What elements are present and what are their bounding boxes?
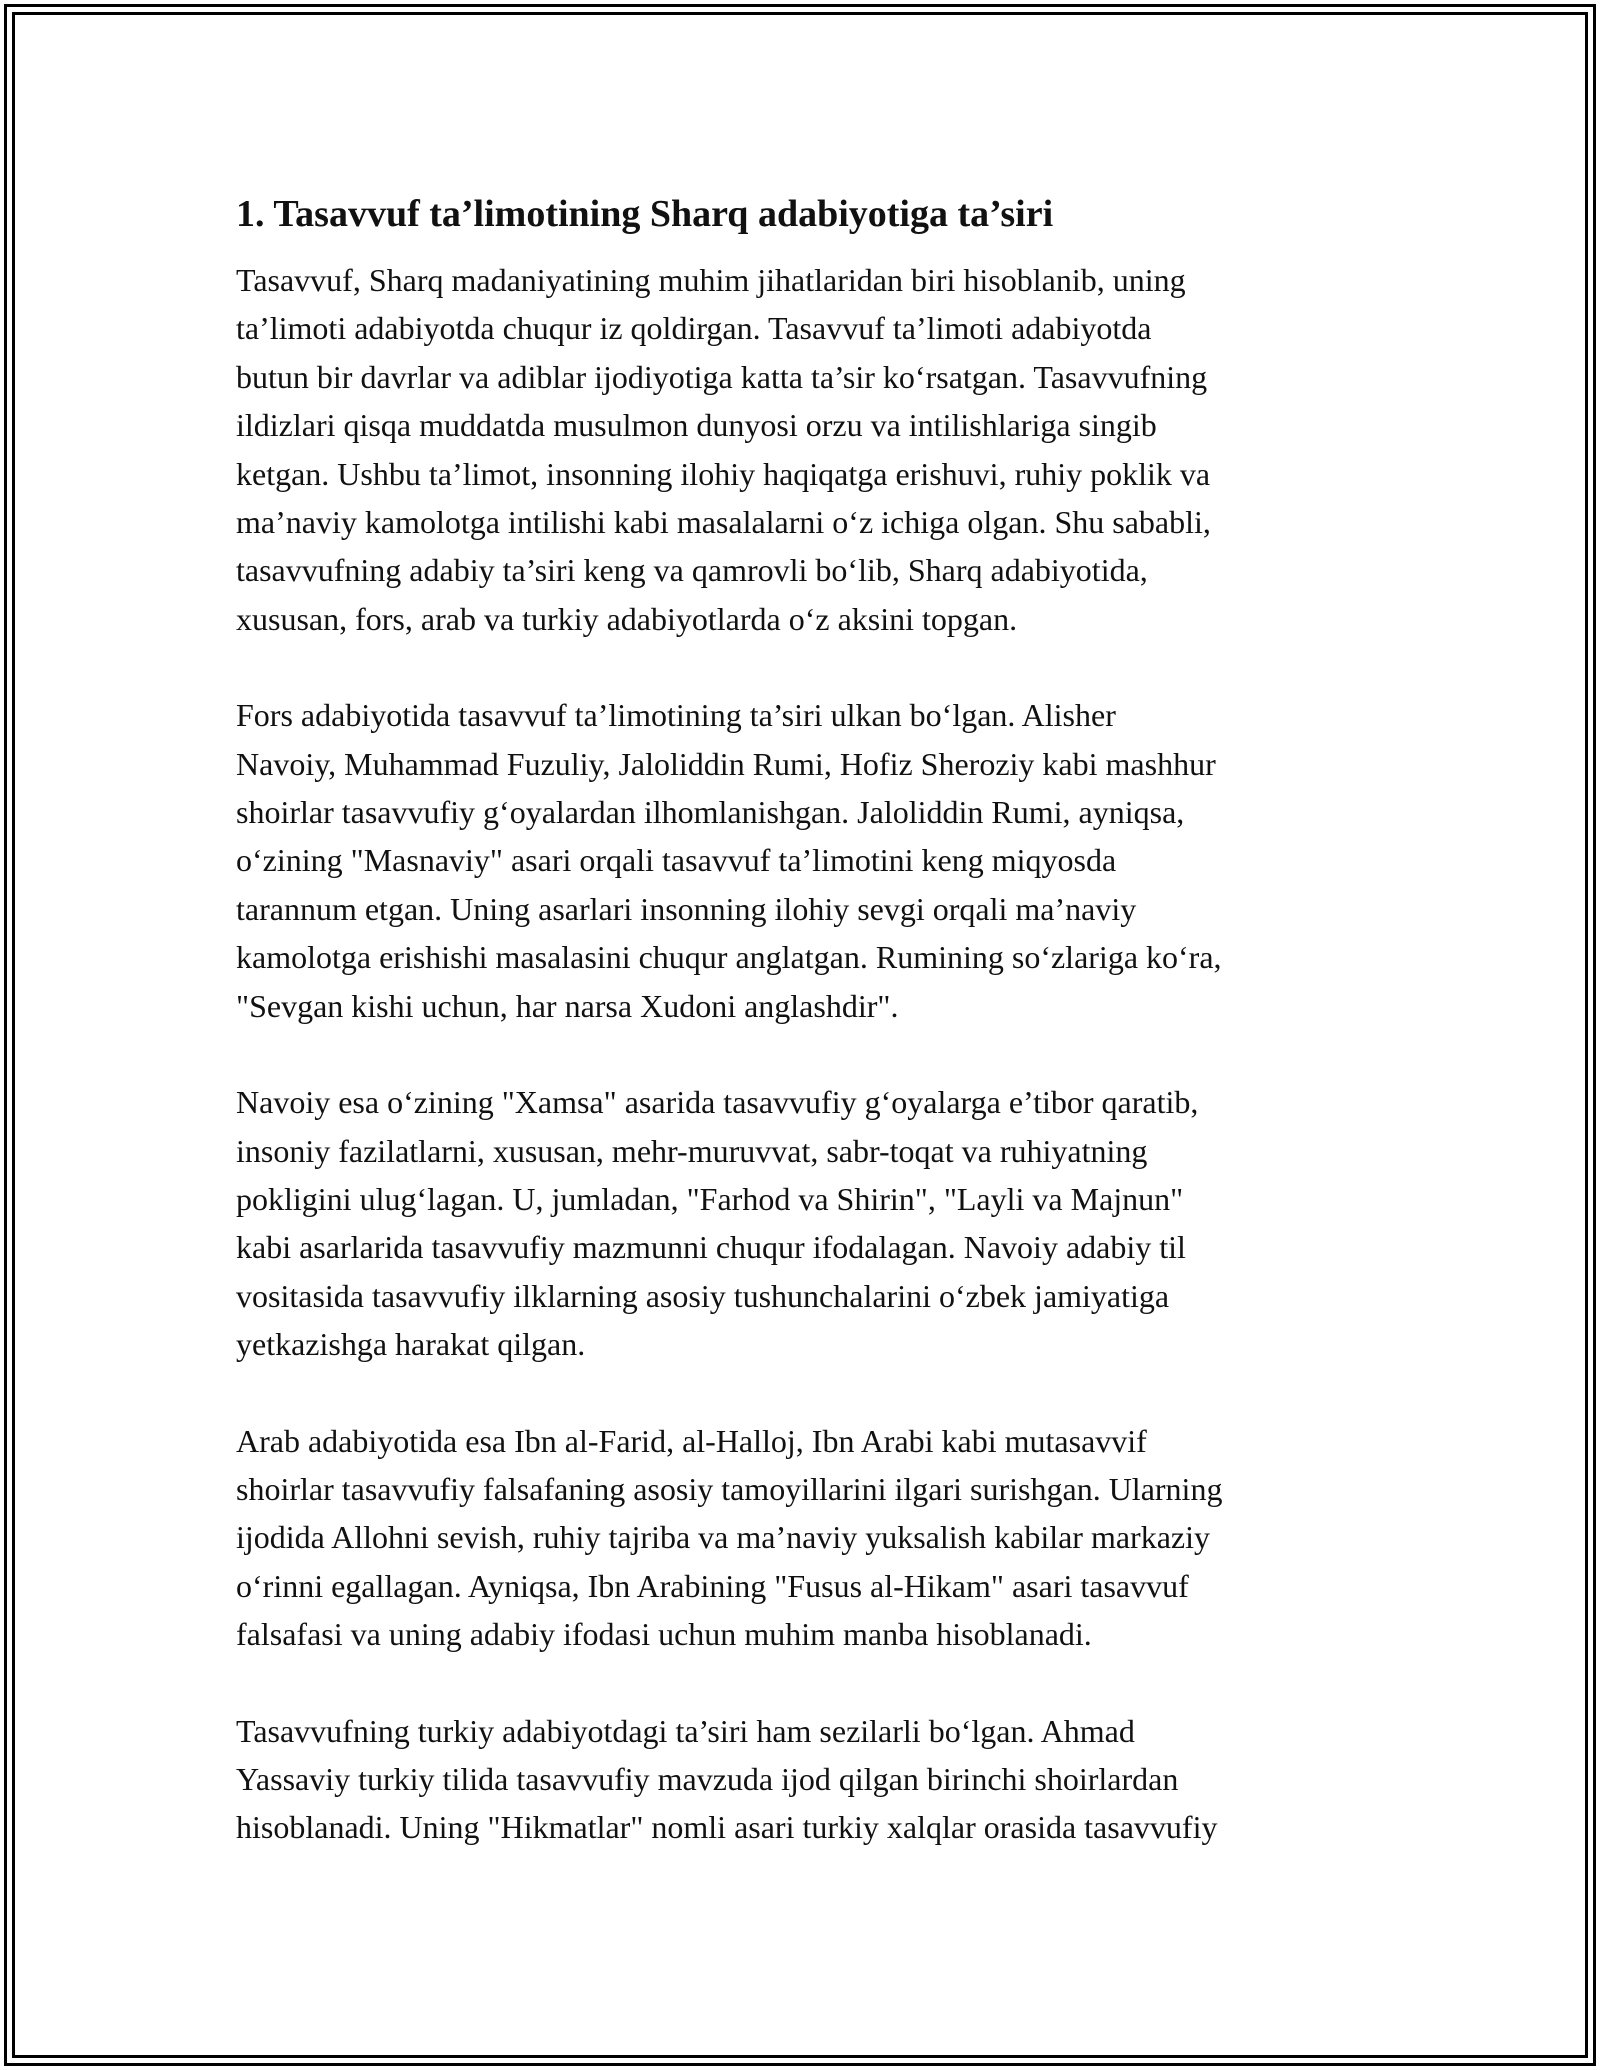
paragraph-3 [236, 1078, 1376, 1368]
text-line: ketgan. Ushbu ta’limot, insonning ilohiy haqiqatga erishuvi, ruhiy poklik va [236, 455, 1211, 492]
text-line: Fors adabiyotida tasavvuf ta’limotining ta’siri ulkan bo‘lgan. Alisher [236, 697, 1116, 734]
document-body [236, 188, 1376, 1900]
text-line: Navoiy esa o‘zining "Xamsa" asarida tasavvufiy g‘oyalarga e’tibor qaratib, [236, 1084, 1199, 1121]
text-line: xususan, fors, arab va turkiy adabiyotlarda o‘z aksini topgan. [236, 600, 1018, 637]
text-line: hisoblanadi. Uning "Hikmatlar" nomli asari turkiy xalqlar orasida tasavvufiy [236, 1809, 1218, 1846]
text-line: o‘zining "Masnaviy" asari orqali tasavvuf ta’limotini keng miqyosda [236, 842, 1117, 879]
text-line: shoirlar tasavvufiy g‘oyalardan ilhomlanishgan. Jaloliddin Rumi, ayniqsa, [236, 794, 1185, 831]
text-line: tasavvufning adabiy ta’siri keng va qamrovli bo‘lib, Sharq adabiyotida, [236, 552, 1148, 589]
text-line: ildizlari qisqa muddatda musulmon dunyosi orzu va intilishlariga singib [236, 407, 1157, 444]
text-line: falsafasi va uning adabiy ifodasi uchun muhim manba hisoblanadi. [236, 1616, 1092, 1653]
paragraph-1 [236, 256, 1376, 643]
paragraph-4 [236, 1417, 1376, 1659]
text-line: ijodida Allohni sevish, ruhiy tajriba va ma’naviy yuksalish kabilar markaziy [236, 1519, 1210, 1556]
text-line: kamolotga erishishi masalasini chuqur anglatgan. Rumining so‘zlariga ko‘ra, [236, 939, 1222, 976]
text-line: ma’naviy kamolotga intilishi kabi masalalarni o‘z ichiga olgan. Shu sababli, [236, 504, 1211, 541]
text-line: ta’limoti adabiyotda chuqur iz qoldirgan. Tasavvuf ta’limoti adabiyotda [236, 310, 1152, 347]
text-line: "Sevgan kishi uchun, har narsa Xudoni anglashdir". [236, 987, 899, 1024]
text-line: yetkazishga harakat qilgan. [236, 1326, 586, 1363]
section-heading: 1. Tasavvuf ta’limotining Sharq adabiyotiga ta’siri [236, 193, 1054, 235]
text-line: Navoiy, Muhammad Fuzuliy, Jaloliddin Rumi, Hofiz Sheroziy kabi mashhur [236, 745, 1216, 782]
text-line: Tasavvufning turkiy adabiyotdagi ta’siri ham sezilarli bo‘lgan. Ahmad [236, 1712, 1135, 1749]
text-line: butun bir davrlar va adiblar ijodiyotiga katta ta’sir ko‘rsatgan. Tasavvufning [236, 358, 1208, 395]
text-line: Arab adabiyotida esa Ibn al-Farid, al-Halloj, Ibn Arabi kabi mutasavvif [236, 1422, 1147, 1459]
text-line: kabi asarlarida tasavvufiy mazmunni chuqur ifodalagan. Navoiy adabiy til [236, 1229, 1186, 1266]
text-line: vositasida tasavvufiy ilklarning asosiy tushunchalarini o‘zbek jamiyatiga [236, 1277, 1170, 1314]
text-line: pokligini ulug‘lagan. U, jumladan, "Farhod va Shirin", "Layli va Majnun" [236, 1180, 1184, 1217]
text-line: Yassaviy turkiy tilida tasavvufiy mavzuda ijod qilgan birinchi shoirlardan [236, 1760, 1179, 1797]
text-line: insoniy fazilatlarni, xususan, mehr-muruvvat, sabr-toqat va ruhiyatning [236, 1132, 1148, 1169]
text-line: tarannum etgan. Uning asarlari insonning ilohiy sevgi orqali ma’naviy [236, 890, 1137, 927]
paragraph-2 [236, 691, 1376, 1030]
text-line: o‘rinni egallagan. Ayniqsa, Ibn Arabining "Fusus al-Hikam" asari tasavvuf [236, 1567, 1189, 1604]
text-line: Tasavvuf, Sharq madaniyatining muhim jihatlaridan biri hisoblanib, uning [236, 262, 1186, 298]
paragraph-5 [236, 1707, 1376, 1852]
text-line: shoirlar tasavvufiy falsafaning asosiy tamoyillarini ilgari surishgan. Ularning [236, 1470, 1223, 1507]
